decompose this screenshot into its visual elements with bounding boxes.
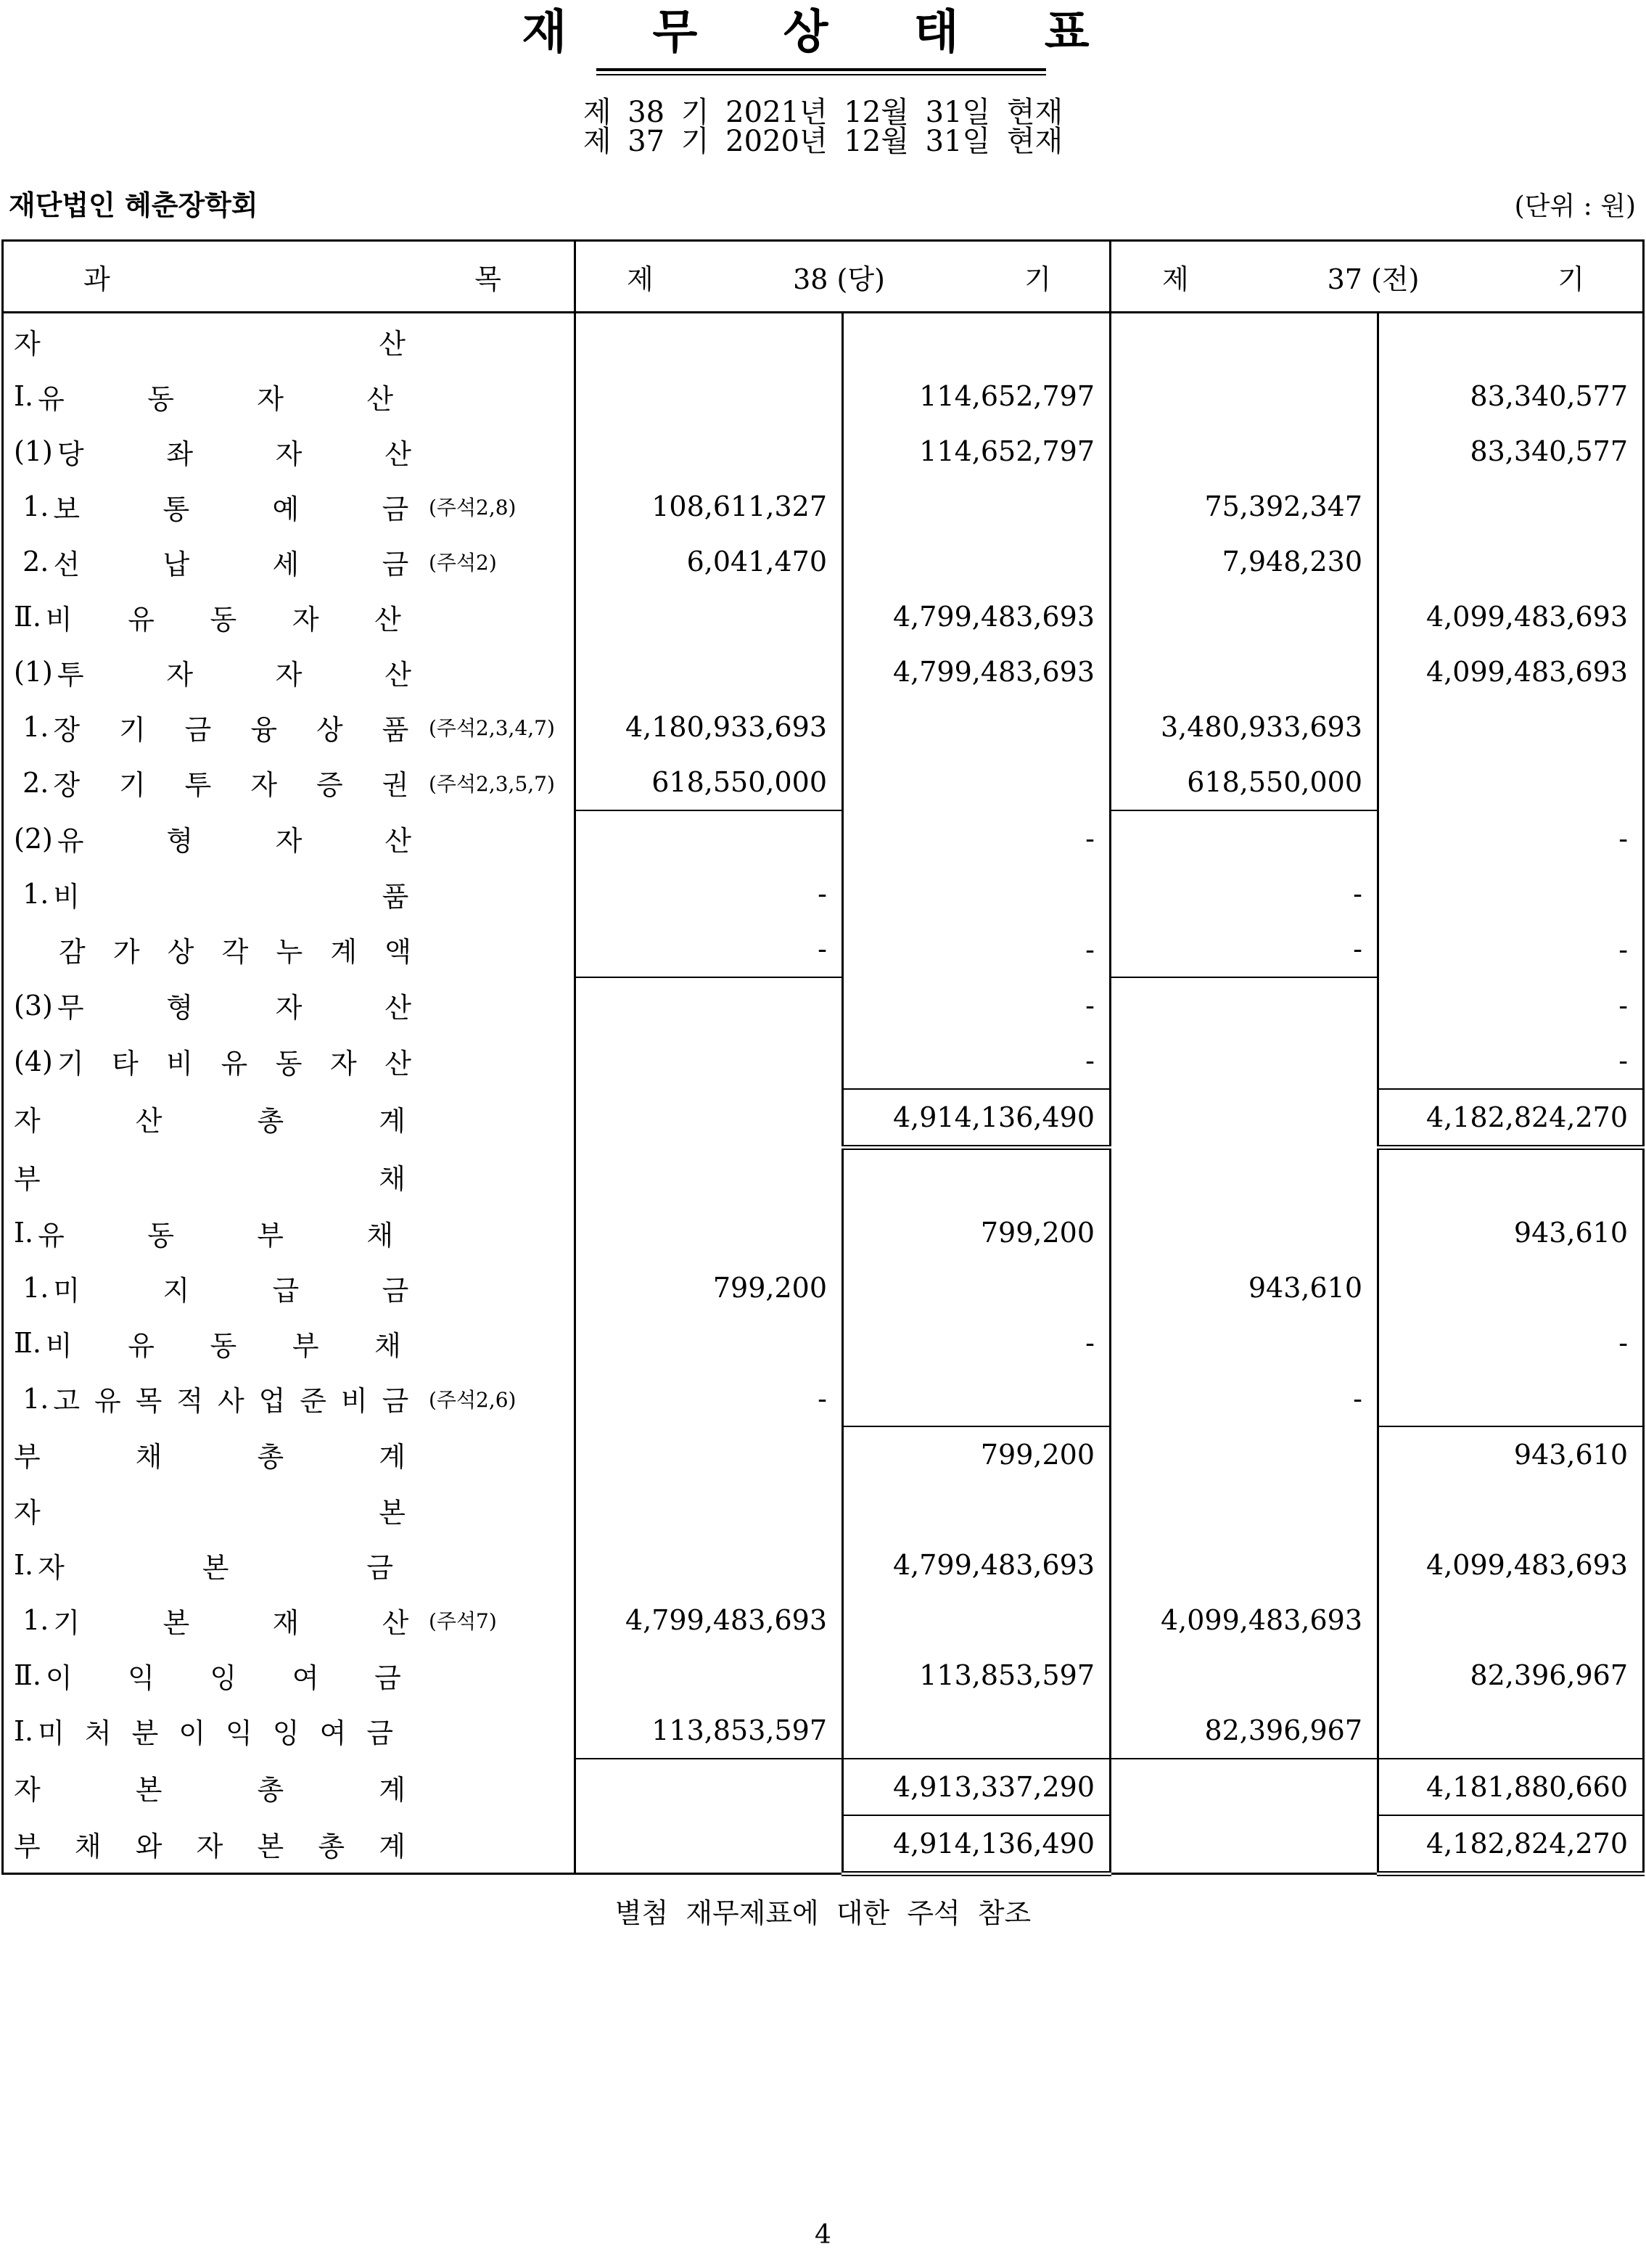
account-cell [3,699,575,755]
amount-c [1111,1089,1378,1148]
amount-a: - [575,866,843,921]
account-name: 보 통 예 금 [53,493,409,525]
account-name: 부 채 [14,1162,406,1195]
amount-b: 4,799,483,693 [843,589,1111,644]
amount-c [1111,1426,1378,1482]
amount-c: 3,480,933,693 [1111,699,1378,755]
amount-b [843,1703,1111,1759]
amount-d: - [1618,822,1629,855]
amount-a [575,1537,843,1593]
amount-c: - [1111,1371,1378,1426]
account-cell [3,589,575,644]
account-cell [3,313,575,369]
amount-c: - [1111,866,1378,921]
amount-b: - [843,1033,1111,1089]
amount-a [575,1089,843,1148]
amount-c: 4,099,483,693 [1111,1593,1378,1648]
account-cell [3,921,575,977]
amount-b: 4,799,483,693 [843,1537,1111,1593]
account-name: 당 좌 자 산 [57,437,411,470]
table-row [3,755,1644,810]
amount-d: - [1618,1327,1629,1359]
header-item-2: 목 [474,263,501,295]
account-cell [3,977,575,1033]
header-current-2: 38 (당) [793,263,885,295]
table-row [3,1315,1644,1371]
amount-b: 4,914,136,490 [843,1089,1111,1148]
amount-b: 114,652,797 [843,369,1111,424]
amount-b [843,479,1111,534]
account-prefix: (2) [14,822,53,855]
account-cell [3,1759,575,1815]
account-name: 자 산 [14,327,406,360]
amount-b [843,1482,1111,1537]
account-prefix [14,934,54,966]
table-row [3,1371,1644,1426]
amount-c [1111,1759,1378,1815]
amount-c: 943,610 [1111,1260,1378,1315]
organization-name: 재단법인 혜춘장학회 [9,189,258,221]
account-name: 기 본 재 산 [53,1606,409,1639]
account-cell [3,1648,575,1703]
amount-d [1378,313,1644,369]
amount-d: 4,182,824,270 [1378,1815,1644,1874]
account-name: 이 익 잉 여 금 [45,1661,401,1694]
account-cell [3,866,575,921]
title-underline-top [596,68,1046,71]
table-header-row [3,241,1644,313]
table-row [3,1205,1644,1260]
account-cell [3,1371,575,1426]
amount-b: - [843,977,1111,1033]
account-prefix: 1. [14,1272,49,1304]
account-cell [3,755,575,810]
amount-d [1378,1260,1644,1315]
table-row [3,589,1644,644]
amount-a [575,313,843,369]
account-name: 비 품 [53,880,409,913]
amount-a: 4,799,483,693 [575,1593,843,1648]
amount-d [1378,479,1644,534]
period-current: 제 38 기 2021년 12월 31일 현재 [583,96,1063,129]
account-name: 미 지 급 금 [53,1274,409,1307]
amount-a [575,369,843,424]
account-cell [3,369,575,424]
amount-a [575,424,843,479]
table-row [3,1482,1644,1537]
amount-c [1111,810,1378,866]
amount-a [575,1205,843,1260]
amount-b: - [843,921,1111,977]
header-prior [1111,241,1644,313]
amount-a: 4,180,933,693 [575,699,843,755]
amount-a: 618,550,000 [575,755,843,810]
account-name: 자 본 금 [38,1551,394,1584]
amount-d: 4,099,483,693 [1426,656,1629,688]
account-note: (주석2,3,4,7) [429,716,555,740]
amount-d [1378,1482,1644,1537]
amount-c [1111,1482,1378,1537]
amount-d: - [1618,989,1629,1022]
account-prefix: 1. [14,490,49,522]
header-prior-1: 제 [1162,263,1189,295]
account-name: 부 채 총 계 [14,1441,406,1473]
account-cell [3,1089,575,1148]
amount-c [1111,1537,1378,1593]
amount-d: 4,099,483,693 [1426,1549,1629,1581]
account-cell [3,1537,575,1593]
amount-b [843,699,1111,755]
amount-b [843,534,1111,589]
amount-d: - [1618,1045,1629,1077]
amount-d [1378,1703,1644,1759]
table-row [3,866,1644,921]
amount-b: 799,200 [843,1205,1111,1260]
account-cell [3,1315,575,1371]
amount-a: 113,853,597 [575,1703,843,1759]
table-row [3,644,1644,699]
amount-d: 943,610 [1378,1426,1644,1482]
amount-d: 4,182,824,270 [1378,1089,1644,1148]
account-cell [3,1482,575,1537]
amount-d [1378,534,1644,589]
table-row [3,1703,1644,1759]
amount-a [575,1815,843,1874]
amount-d: 943,610 [1513,1217,1629,1249]
amount-a: - [575,1371,843,1426]
account-name: 무 형 자 산 [57,992,411,1024]
account-prefix: 2. [14,766,49,799]
table-row [3,1815,1644,1874]
amount-b [843,313,1111,369]
table-row [3,369,1644,424]
amount-d: 83,340,577 [1470,435,1629,467]
amount-c [1111,1648,1378,1703]
amount-b [843,1260,1111,1315]
account-name: 투 자 자 산 [57,658,411,691]
amount-c: 82,396,967 [1111,1703,1378,1759]
table-row [3,1426,1644,1482]
account-cell [3,1593,575,1648]
amount-b: 4,914,136,490 [843,1815,1111,1874]
title-underline-bottom [596,74,1046,75]
table-row [3,1593,1644,1648]
account-prefix: 1. [14,878,49,910]
account-prefix: Ⅰ. [14,1549,34,1581]
amount-d [1378,699,1644,755]
account-name: 선 납 세 금 [53,548,409,580]
header-prior-2: 37 (전) [1327,263,1420,295]
amount-b: 4,913,337,290 [843,1759,1111,1815]
account-name: 비 유 동 부 채 [45,1329,401,1362]
amount-a [575,1033,843,1089]
account-note: (주석2,6) [429,1387,517,1412]
account-name: 고 유 목 적 사 업 준 비 금 [53,1385,409,1417]
account-prefix: Ⅰ. [14,380,34,412]
table-row [3,921,1644,977]
amount-a [575,977,843,1033]
account-note: (주석2) [429,551,497,575]
account-prefix: Ⅱ. [14,1327,41,1359]
account-prefix: Ⅱ. [14,601,41,633]
account-note: (주석2,3,5,7) [429,771,555,796]
amount-c [1111,977,1378,1033]
amount-d: 4,181,880,660 [1378,1759,1644,1815]
account-name: 장 기 투 자 증 권 [53,769,409,801]
amount-d [1378,866,1644,921]
account-note: (주석7) [429,1609,497,1633]
amount-a [575,1426,843,1482]
table-row [3,424,1644,479]
amount-c [1111,589,1378,644]
header-current-3: 기 [1024,263,1052,295]
account-cell [3,810,575,866]
amount-b: 113,853,597 [843,1648,1111,1703]
amount-d [1378,1371,1644,1426]
account-name: 기 타 비 유 동 자 산 [57,1048,411,1080]
unit-label: (단위 : 원) [1514,192,1636,221]
amount-d: 4,099,483,693 [1426,601,1629,633]
account-name: 감 가 상 각 누 계 액 [59,936,411,968]
account-name: 자 본 총 계 [14,1773,406,1806]
account-prefix: 2. [14,546,49,578]
amount-c [1111,644,1378,699]
amount-c: 7,948,230 [1111,534,1378,589]
account-cell [3,1148,575,1206]
account-prefix: (1) [14,435,53,467]
amount-a: 6,041,470 [575,534,843,589]
table-row [3,1648,1644,1703]
amount-c [1111,1315,1378,1371]
amount-a: 108,611,327 [575,479,843,534]
account-prefix: 1. [14,711,49,743]
account-prefix: 1. [14,1382,49,1415]
account-name: 자 산 총 계 [14,1104,406,1137]
account-prefix: (4) [14,1045,53,1077]
account-prefix: Ⅰ. [14,1217,34,1249]
amount-b [843,866,1111,921]
header-item [3,241,575,313]
account-cell [3,1033,575,1089]
table-row [3,1148,1644,1206]
amount-c: 75,392,347 [1111,479,1378,534]
account-cell [3,534,575,589]
account-cell [3,479,575,534]
account-name: 장 기 금 융 상 품 [53,713,409,746]
account-prefix: (3) [14,989,53,1022]
account-prefix: Ⅰ. [14,1714,34,1747]
table-row [3,313,1644,369]
amount-b [843,1593,1111,1648]
account-cell [3,1260,575,1315]
amount-b: - [843,1315,1111,1371]
table-row [3,1537,1644,1593]
amount-c: - [1111,921,1378,977]
amount-d: 83,340,577 [1470,380,1629,412]
amount-b: 114,652,797 [843,424,1111,479]
account-name: 미 처 분 이 익 잉 여 금 [38,1717,394,1749]
amount-a [575,1148,843,1206]
account-name: 유 형 자 산 [57,825,411,857]
period-prior: 제 37 기 2020년 12월 31일 현재 [583,125,1063,158]
amount-c [1111,1815,1378,1874]
amount-d: 82,396,967 [1470,1659,1629,1691]
amount-b [843,1371,1111,1426]
amount-c [1111,1148,1378,1206]
table-body [3,313,1644,1874]
amount-a [575,589,843,644]
amount-a [575,1759,843,1815]
amount-c: 618,550,000 [1111,755,1378,810]
amount-d [1378,755,1644,810]
amount-a [575,810,843,866]
amount-c [1111,424,1378,479]
amount-c [1111,369,1378,424]
account-name: 비 유 동 자 산 [45,603,401,636]
table-row [3,479,1644,534]
account-cell [3,1426,575,1482]
table-row [3,810,1644,866]
amount-b [843,755,1111,810]
amount-b: 4,799,483,693 [843,644,1111,699]
account-prefix: 1. [14,1604,49,1636]
amount-c [1111,313,1378,369]
account-name: 유 동 자 산 [38,382,394,415]
amount-c [1111,1033,1378,1089]
amount-d: - [1618,933,1629,966]
header-prior-3: 기 [1557,263,1585,295]
table-row [3,1033,1644,1089]
table-row [3,1759,1644,1815]
account-note: (주석2,8) [429,496,517,519]
account-cell [3,1815,575,1874]
account-cell [3,1703,575,1759]
account-cell [3,644,575,699]
header-item-1: 과 [83,263,110,295]
amount-a: 799,200 [575,1260,843,1315]
footer-note: 별첨 재무제표에 대한 주석 참조 [614,1897,1032,1929]
account-cell [3,424,575,479]
page-number: 4 [815,2220,831,2250]
account-name: 부 채 와 자 본 총 계 [14,1831,406,1862]
account-prefix: Ⅱ. [14,1659,41,1691]
amount-a [575,1315,843,1371]
account-prefix: (1) [14,656,53,688]
amount-d [1378,1148,1644,1206]
table-row [3,1089,1644,1148]
amount-b: - [843,810,1111,866]
amount-b: 799,200 [843,1426,1111,1482]
account-cell [3,1205,575,1260]
account-name: 자 본 [14,1496,406,1529]
amount-c [1111,1205,1378,1260]
amount-a: - [575,921,843,977]
header-current-1: 제 [627,263,654,295]
table-row [3,699,1644,755]
table-row [3,534,1644,589]
account-name: 유 동 부 채 [38,1219,394,1252]
table-row [3,977,1644,1033]
table-row [3,1260,1644,1315]
amount-a [575,1648,843,1703]
balance-sheet-table [1,239,1645,1876]
amount-a [575,1482,843,1537]
document-title: 재 무 상 태 표 [522,5,1124,59]
amount-a [575,644,843,699]
header-current [575,241,1111,313]
amount-d [1378,1593,1644,1648]
amount-b [843,1148,1111,1206]
